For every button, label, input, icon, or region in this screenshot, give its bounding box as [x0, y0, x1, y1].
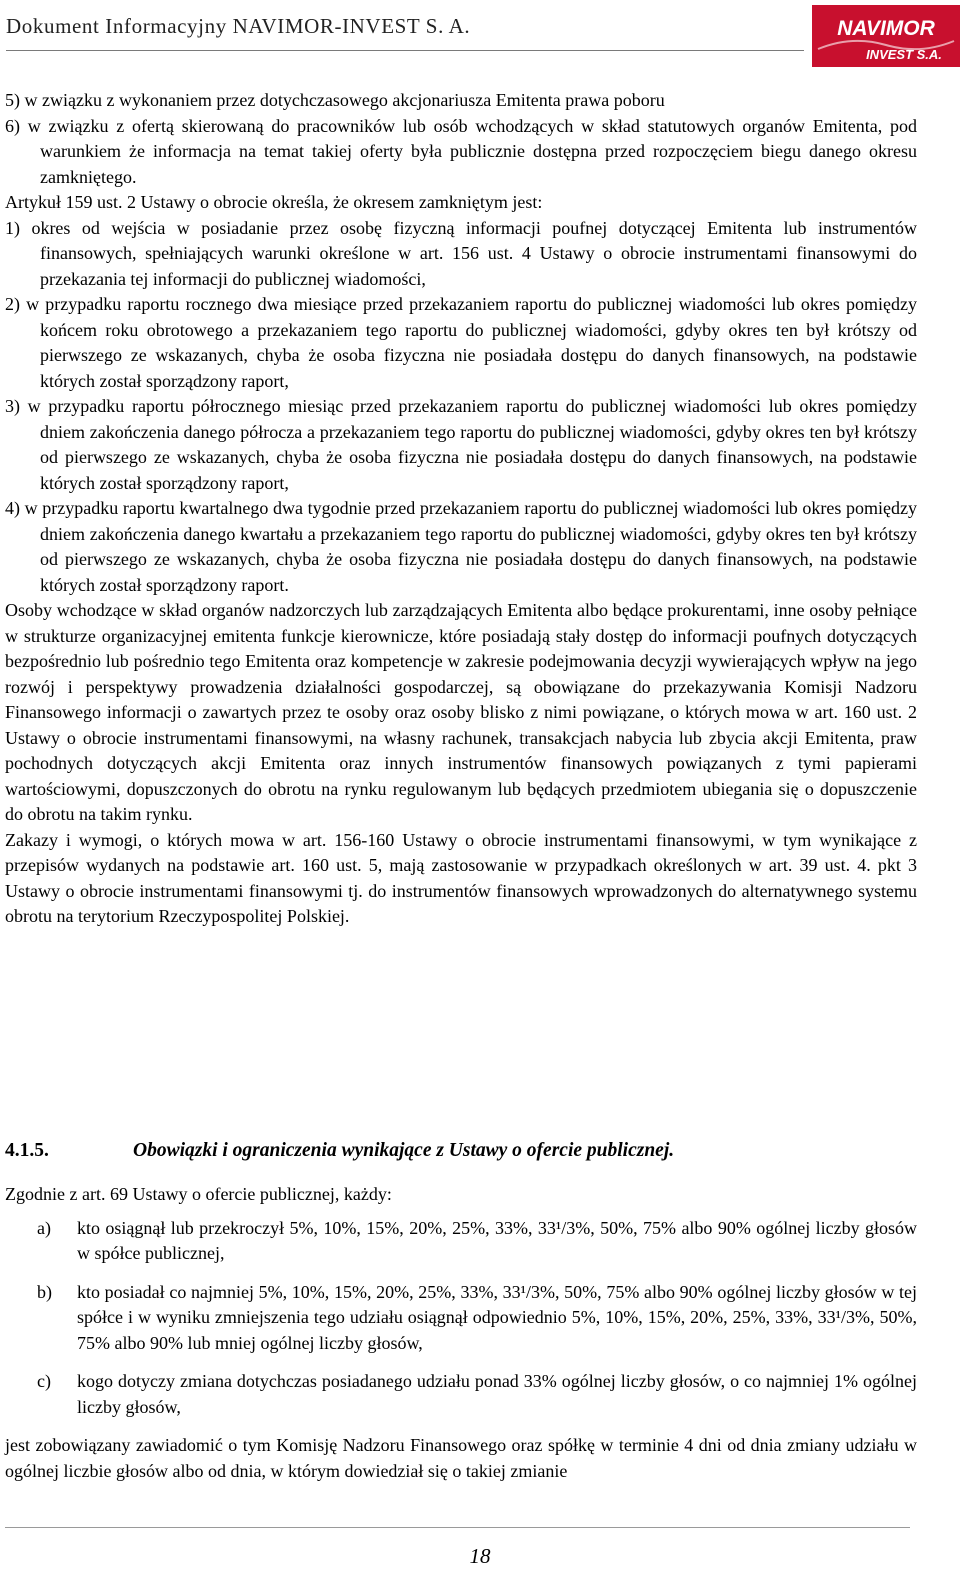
list-text: kto osiągnął lub przekroczył 5%, 10%, 15%, 20%, 25%, 33%, 33¹/3%, 50%, 75% albo 90% ogólnej liczby głosów w spółce publicznej, [77, 1217, 917, 1263]
header-rule [6, 50, 804, 51]
paragraph: jest zobowiązany zawiadomić o tym Komisję Nadzoru Finansowego oraz spółkę w terminie 4 dni od dnia zmiany udziału w ogólnej liczbie głosów albo od dnia, w którym dowiedział się o takiej zmianie [5, 1435, 917, 1481]
paragraph: Osoby wchodzące w skład organów nadzorczych lub zarządzających Emitenta albo będące prokurentami, inne osoby pełniące w strukturze organizacyjnej emitenta funkcje kierownicze, które posiadają stały dostęp do informacji poufnych dotyczących bezpośrednio lub pośrednio tego Emitenta oraz kompetencje w zakresie podejmowania decyzji wywierających wpływ na jego rozwój i perspektywy prowadzenia działalności gospodarczej, są obowiązane do przekazywania Komisji Nadzoru Finansowego informacji o zawartych przez te osoby oraz osoby blisko z nimi powiązane, o których mowa w art. 160 ust. 2 Ustawy o obrocie instrumentami finansowymi, na własny rachunek, transakcjach nabycia lub zbycia akcji Emitenta, praw pochodnych dotyczących akcji Emitenta oraz innych instrumentów finansowych powiązanych z tymi papierami wartościowymi, dopuszczonych do obrotu na rynku regulowanym lub będących przedmiotem ubiegania się o dopuszczenie do obrotu na takim rynku. [5, 600, 917, 824]
footer-rule [5, 1527, 910, 1528]
page-header [6, 0, 960, 60]
list-label: b) [37, 1281, 52, 1302]
logo-text-top: NAVIMOR [837, 17, 935, 40]
main-text [5, 88, 917, 930]
list-item [5, 1369, 917, 1420]
list-label: c) [37, 1371, 51, 1391]
page-number: 18 [469, 1544, 491, 1568]
paragraph: Zakazy i wymogi, o których mowa w art. 156-160 Ustawy o obrocie instrumentami finansowymi, w tym wynikające z przepisów wydanych na podstawie art. 160 ust. 5, mają zastosowanie w przypadkach określonych w art. 39 ust. 4. pkt 3 Ustawy o obrocie instrumentami finansowymi tj. do instrumentów finansowych wprowadzonych do alternatywnego systemu obrotu na terytorium Rzeczypospolitej Polskiej. [5, 829, 917, 926]
list-item: 1) okres od wejścia w posiadanie przez osobę fizyczną informacji poufnej dotyczącej Emitenta lub instrumentów finansowych, spełniających warunki określone w art. 156 ust. 4 Ustawy o obrocie instrumentami finansowymi do przekazania tej informacji do publicznej wiadomości, [5, 217, 917, 289]
list-text: kto posiadał co najmniej 5%, 10%, 15%, 20%, 25%, 33%, 33¹/3%, 50%, 75% albo 90% ogólnej liczby głosów w tej spółce i w wyniku zmniejszenia tego udziału osiągnął odpowiednio 5%, 10%, 15%, 20%, 25%, 33%, 33¹/3%, 50%, 75% albo 90% lub mniej ogólnej liczby głosów, [77, 1281, 917, 1353]
paragraph: Zgodnie z art. 69 Ustawy o ofercie publicznej, każdy: [5, 1184, 392, 1204]
list-text: kogo dotyczy zmiana dotychczas posiadanego udziału ponad 33% ogólnej liczby głosów, o co najmniej 1% ogólnej liczby głosów, [77, 1371, 917, 1417]
list-item: 3) w przypadku raportu półrocznego miesiąc przed przekazaniem raportu do publicznej wiadomości lub okres pomiędzy dniem zakończenia danego półrocza a przekazaniem tego raportu do publicznej wiadomości, gdyby okres ten był krótszy od pierwszego ze wskazanych, chyba że osoba fizyczna nie posiadała dostępu do danych finansowych, na podstawie których został sporządzony raport, [5, 396, 917, 493]
list-item [5, 1280, 917, 1357]
list-label: a) [37, 1217, 51, 1238]
list-item: 2) w przypadku raportu rocznego dwa miesiące przed przekazaniem raportu do publicznej wiadomości lub okres pomiędzy końcem roku obrotowego a przekazaniem tego raportu do publicznej wiadomości, gdyby okres ten był krótszy od pierwszego ze wskazanych, chyba że osoba fizyczna nie posiadała dostępu do danych finansowych, na podstawie których został sporządzony raport, [5, 294, 917, 391]
list-item [5, 1216, 917, 1267]
logo-text-bottom: INVEST S.A. [866, 47, 942, 62]
section-title: Obowiązki i ograniczenia wynikające z Ustawy o ofercie publicznej. [133, 1140, 675, 1161]
list-item: 6) w związku z ofertą skierowaną do pracowników lub osób wchodzących w skład statutowych organów Emitenta, pod warunkiem że informacja na temat takiej oferty była publicznie dostępna przed rozpoczęciem biegu danego okresu zamkniętego. [5, 115, 917, 187]
section-text [5, 1182, 917, 1484]
list-item: 4) w przypadku raportu kwartalnego dwa tygodnie przed przekazaniem raportu do publicznej wiadomości lub okres pomiędzy dniem zakończenia danego kwartału a przekazaniem tego raportu do publicznej wiadomości, gdyby okres ten był krótszy od pierwszego ze wskazanych, chyba że osoba fizyczna nie posiadała dostępu do danych finansowych, na podstawie których został sporządzony raport. [5, 498, 917, 595]
navimor-logo [812, 5, 960, 67]
section-number: 4.1.5. [5, 1140, 49, 1161]
paragraph: 5) w związku z wykonaniem przez dotychczasowego akcjonariusza Emitenta prawa poboru [5, 90, 665, 110]
document-title: Dokument Informacyjny NAVIMOR-INVEST S. A. [6, 14, 471, 38]
paragraph: Artykuł 159 ust. 2 Ustawy o obrocie określa, że okresem zamkniętym jest: [5, 192, 543, 212]
